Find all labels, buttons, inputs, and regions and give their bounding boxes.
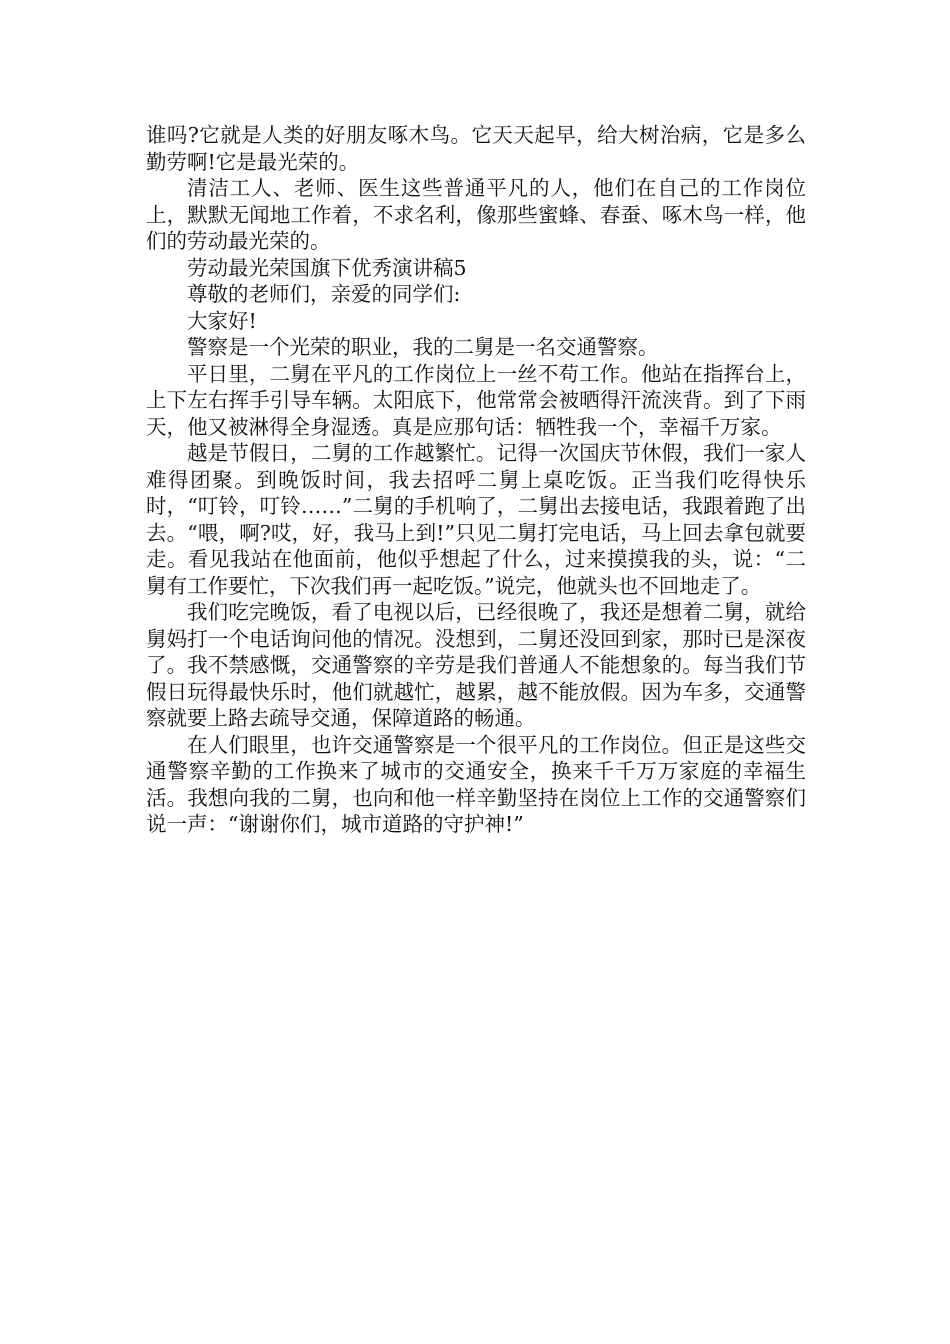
paragraph-8: 我们吃完晚饭，看了电视以后，已经很晚了，我还是想着二舅，就给舅妈打一个电话询问他的情况。没想到，二舅还没回到家，那时已是深夜了。我不禁感慨，交通警察的辛劳是我们普通人不能想象的。每当我们节假日玩得最快乐时，他们就越忙，越累，越不能放假。因为车多，交通警察就要上路去疏导交通，保障道路的畅通。: [146, 600, 806, 730]
paragraph-0: 谁吗?它就是人类的好朋友啄木鸟。它天天起早，给大树治病，它是多么勤劳啊!它是最光荣的。: [146, 123, 806, 174]
paragraph-5: 警察是一个光荣的职业，我的二舅是一名交通警察。: [187, 335, 659, 359]
paragraph-6: 平日里，二舅在平凡的工作岗位上一丝不苟工作。他站在指挥台上，上下左右挥手引导车辆。太阳底下，他常常会被晒得汗流浃背。到了下雨天，他又被淋得全身湿透。真是应那句话：牺牲我一个，幸福千万家。: [146, 361, 806, 439]
paragraph-1: 清洁工人、老师、医生这些普通平凡的人，他们在自己的工作岗位上，默默无闻地工作着，不求名利，像那些蜜蜂、春蚕、啄木鸟一样，他们的劳动最光荣的。: [146, 176, 806, 253]
salutation: 尊敬的老师们，亲爱的同学们:: [187, 282, 461, 306]
paragraph-9: 在人们眼里，也许交通警察是一个很平凡的工作岗位。但正是这些交通警察辛勤的工作换来了城市的交通安全，换来千千万万家庭的幸福生活。我想向我的二舅，也向和他一样辛勤坚持在岗位上工作的交通警察们说一声：“谢谢你们，城市道路的守护神!”: [146, 732, 806, 836]
document-body: [146, 122, 806, 838]
section-title: 劳动最光荣国旗下优秀演讲稿5: [187, 255, 467, 280]
paragraph-7: 越是节假日，二舅的工作越繁忙。记得一次国庆节休假，我们一家人难得团聚。到晚饭时间，我去招呼二舅上桌吃饭。正当我们吃得快乐时，“叮铃，叮铃……”二舅的手机响了，二舅出去接电话，我跟着跑了出去。“喂，啊?哎，好，我马上到!”只见二舅打完电话，马上回去拿包就要走。看见我站在他面前，他似乎想起了什么，过来摸摸我的头，说：“二舅有工作要忙，下次我们再一起吃饭。”说完，他就头也不回地走了。: [146, 441, 806, 598]
greeting: 大家好!: [187, 308, 257, 333]
